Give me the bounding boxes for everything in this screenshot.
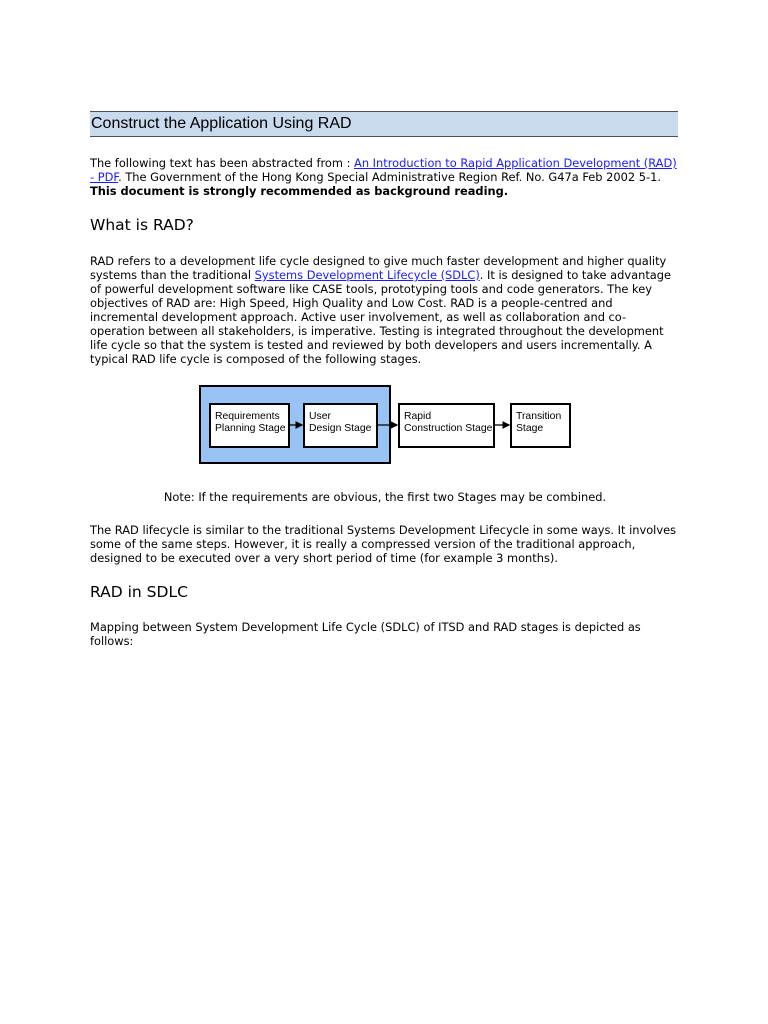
stage-label-line2: Design Stage xyxy=(309,423,372,434)
sdlc-link[interactable]: Systems Development Lifecycle (SDLC) xyxy=(254,268,480,282)
stage-label-line2: Planning Stage xyxy=(215,423,286,434)
rad-in-sdlc-paragraph: Mapping between System Development Life Cycle (SDLC) of ITSD and RAD stages is depicted as follows: xyxy=(90,620,641,648)
intro-prefix: The following text has been abstracted from : xyxy=(90,156,355,170)
what-is-rad-paragraph xyxy=(90,254,680,366)
section-title-bar xyxy=(90,111,678,137)
intro-after-link: . The Government of the Hong Kong Special Administrative Region Ref. No. G47a Feb 2002 5-1. xyxy=(118,170,661,184)
diagram-note: Note: If the requirements are obvious, the first two Stages may be combined. xyxy=(163,490,607,504)
stage-label-line2: Stage xyxy=(516,423,544,434)
stage-label-line1: Transition xyxy=(516,411,562,422)
stage-label-line1: User xyxy=(309,411,331,422)
stage-arrows xyxy=(199,385,574,467)
lifecycle-paragraph: The RAD lifecycle is similar to the traditional Systems Development Lifecycle in some ways. It involves some of the same steps. However, it is really a compressed version of the traditional approach, designed to be executed over a very short period of time (for example 3 months). xyxy=(90,523,677,565)
rad-lifecycle-diagram xyxy=(199,385,574,467)
heading-rad-in-sdlc: RAD in SDLC xyxy=(90,583,188,601)
intro-paragraph xyxy=(90,156,680,198)
rad-definition-rest: . It is designed to take advantage of powerful development software like CASE tools, prototyping tools and code generators. The key objectives of RAD are: High Speed, High Quality and Low Cost. RAD is a people-centred and incremental development approach. Active user involvement, as well as collaboration and co-operation between all stakeholders, is imperative. Testing is integrated throughout the development life cycle so that the system is tested and reviewed by both developers and users incrementally. A typical RAD life cycle is composed of the following stages. xyxy=(90,268,672,366)
stage-label-line1: Rapid xyxy=(404,411,432,422)
stage-label-line1: Requirements xyxy=(215,411,280,422)
rad-definition-start: RAD refers to a development life cycle designed to give much faster development and higher quality systems than the traditional xyxy=(90,254,667,282)
heading-what-is-rad: What is RAD? xyxy=(90,216,194,234)
intro-recommendation: This document is strongly recommended as background reading. xyxy=(90,184,509,198)
stage-label-line2: Construction Stage xyxy=(404,423,493,434)
section-title: Construct the Application Using RAD xyxy=(91,115,352,132)
rad-pdf-link[interactable]: An Introduction to Rapid Application Development (RAD) - PDF xyxy=(90,156,677,184)
